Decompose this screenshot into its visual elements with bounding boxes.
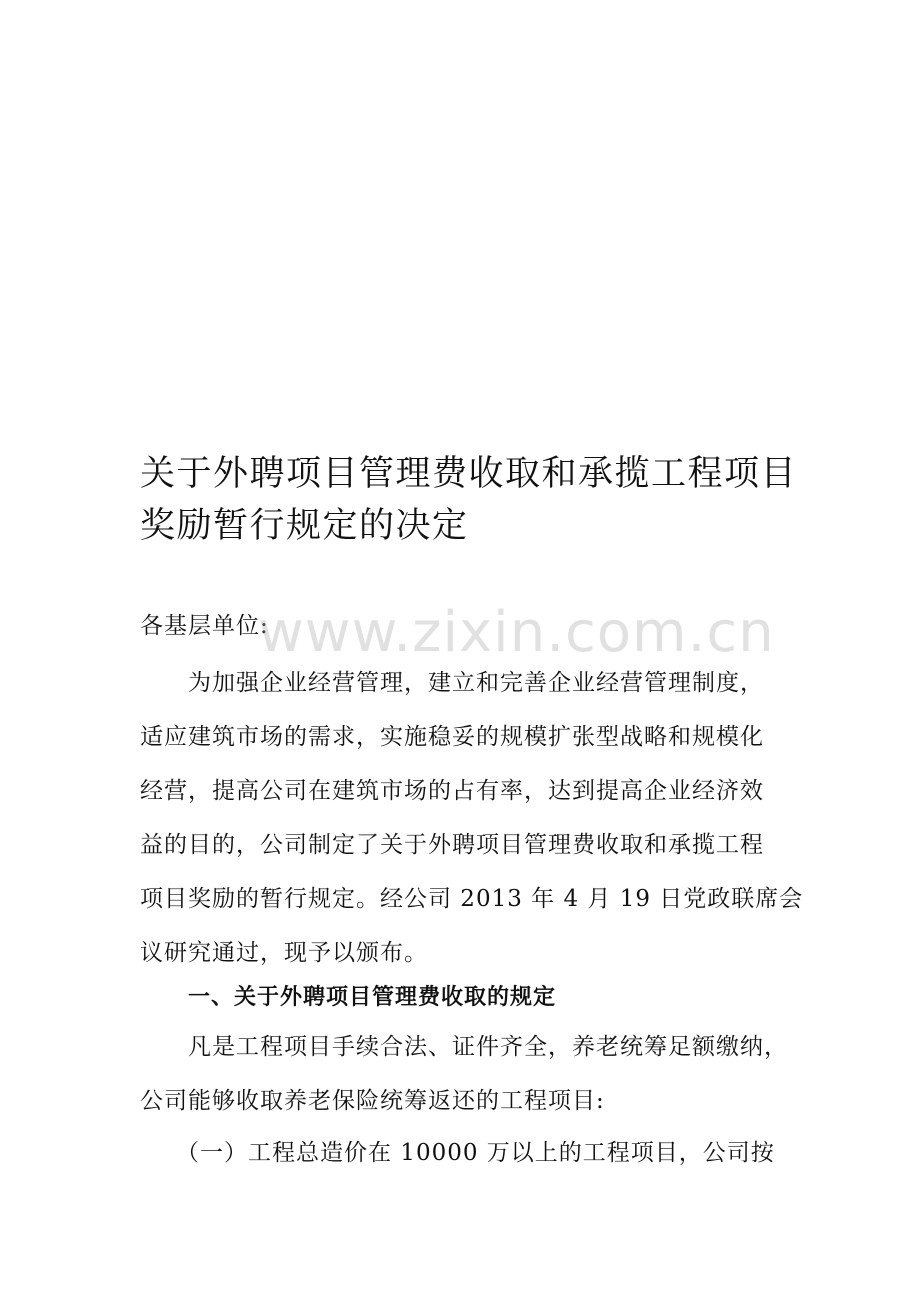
paragraph-intro [140, 656, 804, 980]
paragraph-line: 项目奖励的暂行规定。经公司 2013 年 4 月 19 日党政联席会 [140, 886, 804, 912]
paragraph-line: 为加强企业经营管理，建立和完善企业经营管理制度， [188, 670, 764, 696]
paragraph-line: 议研究通过，现予以颁布。 [140, 940, 428, 966]
document-title [140, 448, 798, 552]
salutation: 各基层单位: [140, 613, 269, 639]
paragraph-item-1 [140, 1126, 790, 1180]
paragraph-line: 益的目的，公司制定了关于外聘项目管理费收取和承揽工程 [140, 832, 764, 858]
paragraph-section-1 [140, 1020, 790, 1128]
paragraph-line: 公司能够收取养老保险统筹返还的工程项目: [140, 1088, 605, 1114]
paragraph-line: 凡是工程项目手续合法、证件齐全，养老统筹足额缴纳， [188, 1034, 788, 1060]
title-line-2: 奖励暂行规定的决定 [140, 506, 469, 546]
paragraph-line: （一）工程总造价在 10000 万以上的工程项目，公司按 [176, 1140, 775, 1166]
paragraph-line: 经营，提高公司在建筑市场的占有率，达到提高企业经济效 [140, 778, 764, 804]
title-line-1: 关于外聘项目管理费收取和承揽工程项目 [140, 454, 798, 494]
section-heading-1: 一、关于外聘项目管理费收取的规定 [188, 985, 557, 1010]
watermark: www.zixin.com.cn [258, 600, 775, 665]
paragraph-line: 适应建筑市场的需求，实施稳妥的规模扩张型战略和规模化 [140, 724, 764, 750]
